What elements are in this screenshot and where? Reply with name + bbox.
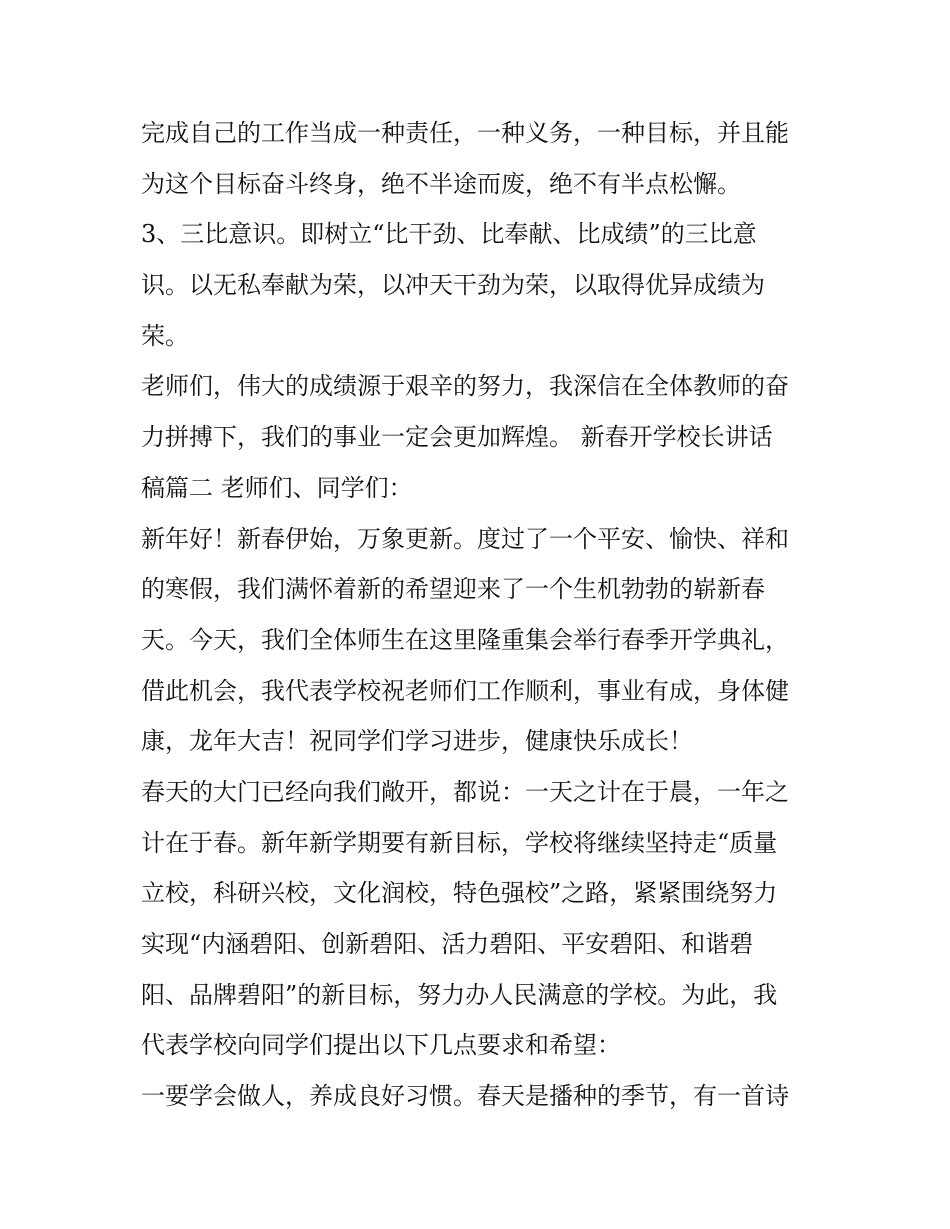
text-line: 荣。 xyxy=(141,321,189,350)
text-line: 实现“内涵碧阳、创新碧阳、活力碧阳、平安碧阳、和谐碧 xyxy=(141,930,754,958)
text-line: 立校，科研兴校，文化润校，特色强校”之路，紧紧围绕努力 xyxy=(141,879,778,908)
text-line: 借此机会，我代表学校祝老师们工作顺利，事业有成，身体健 xyxy=(141,676,789,705)
text-line: 计在于春。新年新学期要有新目标，学校将继续坚持走“质量 xyxy=(141,828,778,857)
text-line: 新年好！新春伊始，万象更新。度过了一个平安、愉快、祥和 xyxy=(141,524,789,553)
document-body xyxy=(141,108,821,1122)
text-line: 为这个目标奋斗终身，绝不半途而废，绝不有半点松懈。 xyxy=(141,169,741,198)
text-line: 老师们，伟大的成绩源于艰辛的努力，我深信在全体教师的奋 xyxy=(141,372,789,401)
text-line: 完成自己的工作当成一种责任，一种义务，一种目标，并且能 xyxy=(141,119,789,147)
text-line: 康，龙年大吉！祝同学们学习进步，健康快乐成长！ xyxy=(141,727,693,756)
text-line: 力拼搏下，我们的事业一定会更加辉煌。 新春开学校长讲话 xyxy=(141,423,773,452)
text-line: 稿篇二 老师们、同学们： xyxy=(141,473,413,502)
text-line: 的寒假，我们满怀着新的希望迎来了一个生机勃勃的崭新春 xyxy=(141,575,765,604)
text-line: 春天的大门已经向我们敞开，都说：一天之计在于晨，一年之 xyxy=(141,777,789,806)
text-line: 3、三比意识。即树立“比干劲、比奉献、比成绩”的三比意 xyxy=(141,220,757,249)
text-line: 阳、品牌碧阳”的新目标，努力办人民满意的学校。为此，我 xyxy=(141,980,778,1009)
text-line: 代表学校向同学们提出以下几点要求和希望： xyxy=(141,1031,621,1060)
text-line: 识。以无私奉献为荣，以冲天干劲为荣，以取得优异成绩为 xyxy=(141,271,765,300)
text-line: 一要学会做人，养成良好习惯。春天是播种的季节，有一首诗 xyxy=(141,1082,789,1111)
text-line: 天。今天，我们全体师生在这里隆重集会举行春季开学典礼， xyxy=(141,625,789,654)
